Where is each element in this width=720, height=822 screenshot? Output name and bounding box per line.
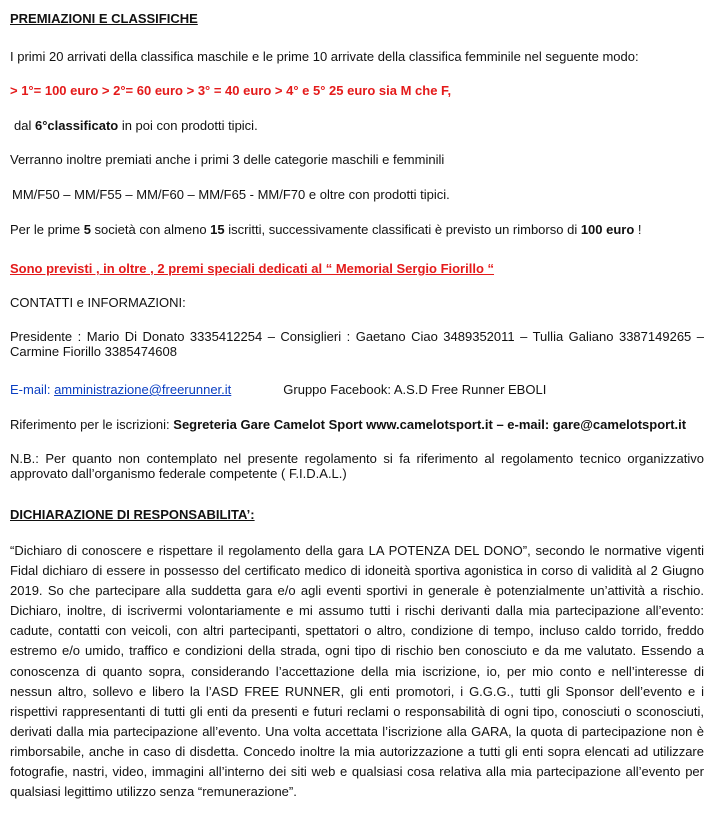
societies-text-c: società con almeno: [90, 222, 211, 237]
prizes-intro: I primi 20 arrivati della classifica maschile e le prime 10 arrivate della classifica femminile nel seguente modo:: [10, 49, 639, 64]
registration-line: [10, 418, 686, 433]
societies-min-entries: 15: [210, 222, 225, 237]
categories-intro: Verranno inoltre premiati anche i primi 3 delle categorie maschili e femminili: [10, 152, 445, 167]
prize-amounts: > 1°= 100 euro > 2°= 60 euro > 3° = 40 euro > 4° e 5° 25 euro sia M che F,: [10, 83, 452, 98]
section-heading-prizes: PREMIAZIONI E CLASSIFICHE: [10, 11, 198, 26]
registration-contact: Segreteria Gare Camelot Sport www.camelotsport.it – e-mail: gare@camelotsport.it: [173, 417, 687, 432]
declaration-text: “Dichiaro di conoscere e rispettare il regolamento della gara LA POTENZA DEL DONO”, secondo le normative vigenti Fidal dichiaro di essere in possesso del certificato medico di idoneità sportiva agonistica in corso di validità al 2 Giugno 2019. So che partecipare alla suddetta gara e/o agli eventi sportivi in generale è potenzialmente un’attività a rischio. Dichiaro, inoltre, di iscrivermi volontariamente e mi assumo tutti i rischi derivanti dalla mia partecipazione all’evento: cadute, contatti con veicoli, con altri partecipanti, spettatori o altro, condizione di tempo, incluso caldo torrido, freddo estremo e/o umido, traffico e condizioni della strada, ogni tipo di rischio ben conosciuto e da me valutato. Essendo a conoscenza di quanto sopra, considerando l’accettazione della mia iscrizione, io, per mio conto e nell’interesse di nessun altro, sollevo e libero la l’ASD FREE RUNNER, gli enti promotori, i G.G.G., tutti gli Sponsor dell’evento e i rispettivi rappresentanti di tutti gli enti da presenti e futuri reclami o responsabilità di ogni tipo, conosciuti o sconosciuti, derivati dalla mia partecipazione all’evento. Una volta accettata l’iscrizione alla GARA, la quota di partecipazione non è rimborsabile, anche in caso di disdetta. Concedo inoltre la mia autorizzazione a tutti gli enti sopra elencati ad utilizzare fotografie, nastri, video, immagini all’interno dei siti web e qualsiasi cosa relativa alla mia partecipazione all’evento per qualsiasi legittimo utilizzo senza “remunerazione”.: [10, 543, 704, 800]
section-heading-contacts: CONTATTI e INFORMAZIONI:: [10, 295, 186, 310]
sixth-post: in poi con prodotti tipici.: [118, 118, 258, 133]
sixth-bold: 6°classificato: [34, 118, 119, 133]
societies-text-g: !: [634, 222, 642, 237]
societies-refund: 100 euro: [580, 222, 635, 237]
section-heading-declaration: DICHIARAZIONE DI RESPONSABILITA’:: [10, 507, 255, 522]
email-link[interactable]: amministrazione@freerunner.it: [54, 382, 232, 397]
email-label: E-mail:: [10, 382, 55, 397]
memorial-line: Sono previsti , in oltre , 2 premi speciali dedicati al “ Memorial Sergio Fiorillo “: [10, 261, 495, 276]
contacts-list: Presidente : Mario Di Donato 3335412254 – Consiglieri : Gaetano Ciao 3489352011 – Tullia Galiano 3387149265 – Carmine Fiorillo 3385474608: [10, 329, 704, 359]
facebook-group: Gruppo Facebook: A.S.D Free Runner EBOLI: [283, 382, 547, 397]
sixth-pre: dal: [14, 118, 35, 133]
societies-line: [10, 223, 642, 238]
societies-text-a: Per le prime: [10, 222, 84, 237]
nb-note: N.B.: Per quanto non contemplato nel presente regolamento si fa riferimento al regolamento tecnico organizzativo approvato dall’organismo federale competente ( F.I.D.A.L.): [10, 451, 704, 481]
societies-text-e: iscritti, successivamente classificati è previsto un rimborso di: [224, 222, 581, 237]
sixth-place-line: [14, 119, 258, 134]
categories-list: MM/F50 – MM/F55 – MM/F60 – MM/F65 - MM/F70 e oltre con prodotti tipici.: [12, 187, 450, 202]
registration-pre: Riferimento per le iscrizioni:: [10, 417, 174, 432]
societies-count: 5: [83, 222, 91, 237]
email-line: [10, 383, 546, 398]
